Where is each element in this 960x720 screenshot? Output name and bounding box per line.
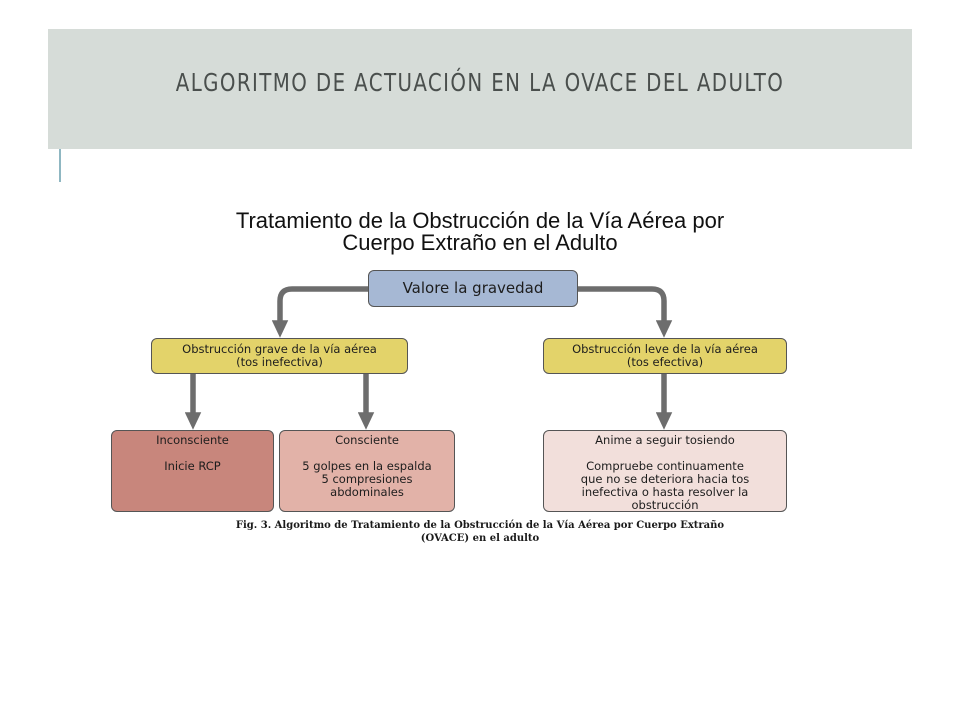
conscious-box [279, 430, 455, 512]
conscious-heading: Consciente [335, 433, 399, 447]
assess-severity-box: Valore la gravedad [368, 270, 578, 307]
severe-obstruction-box [151, 338, 408, 374]
figure-caption-line2: (OVACE) en el adulto [420, 533, 540, 544]
cough-line2: que no se deteriora hacia tos [580, 472, 750, 486]
cough-line3: inefectiva o hasta resolver la [581, 485, 749, 499]
mild-obstruction-line2: (tos efectiva) [626, 355, 704, 369]
cough-line4: obstrucción [631, 498, 699, 512]
unconscious-box [111, 430, 274, 512]
diagram-title-line1: Tratamiento de la Obstrucción de la Vía Aérea por [235, 208, 725, 233]
arrow-root-to-right [578, 289, 664, 329]
mild-obstruction-line1: Obstrucción leve de la vía aérea [572, 342, 758, 356]
diagram-title-line2: Cuerpo Extraño en el Adulto [342, 230, 618, 255]
keep-coughing-box [543, 430, 787, 512]
severe-obstruction-line2: (tos inefectiva) [236, 355, 323, 369]
cough-line1: Compruebe continuamente [586, 459, 744, 473]
conscious-line1: 5 golpes en la espalda [302, 459, 432, 473]
arrow-root-to-left [280, 289, 368, 329]
figure-caption-line1: Fig. 3. Algoritmo de Tratamiento de la Obstrucción de la Vía Aérea por Cuerpo Extraño [235, 520, 725, 531]
conscious-line2: 5 compresiones [321, 472, 413, 486]
severe-obstruction-line1: Obstrucción grave de la vía aérea [182, 342, 377, 356]
cough-heading: Anime a seguir tosiendo [595, 433, 735, 447]
conscious-line3: abdominales [330, 485, 404, 499]
unconscious-action: Inicie RCP [164, 459, 221, 473]
slide-title: ALGORITMO DE ACTUACIÓN EN LA OVACE DEL ADULTO [175, 68, 785, 97]
mild-obstruction-box [543, 338, 787, 374]
unconscious-heading: Inconsciente [156, 433, 229, 447]
